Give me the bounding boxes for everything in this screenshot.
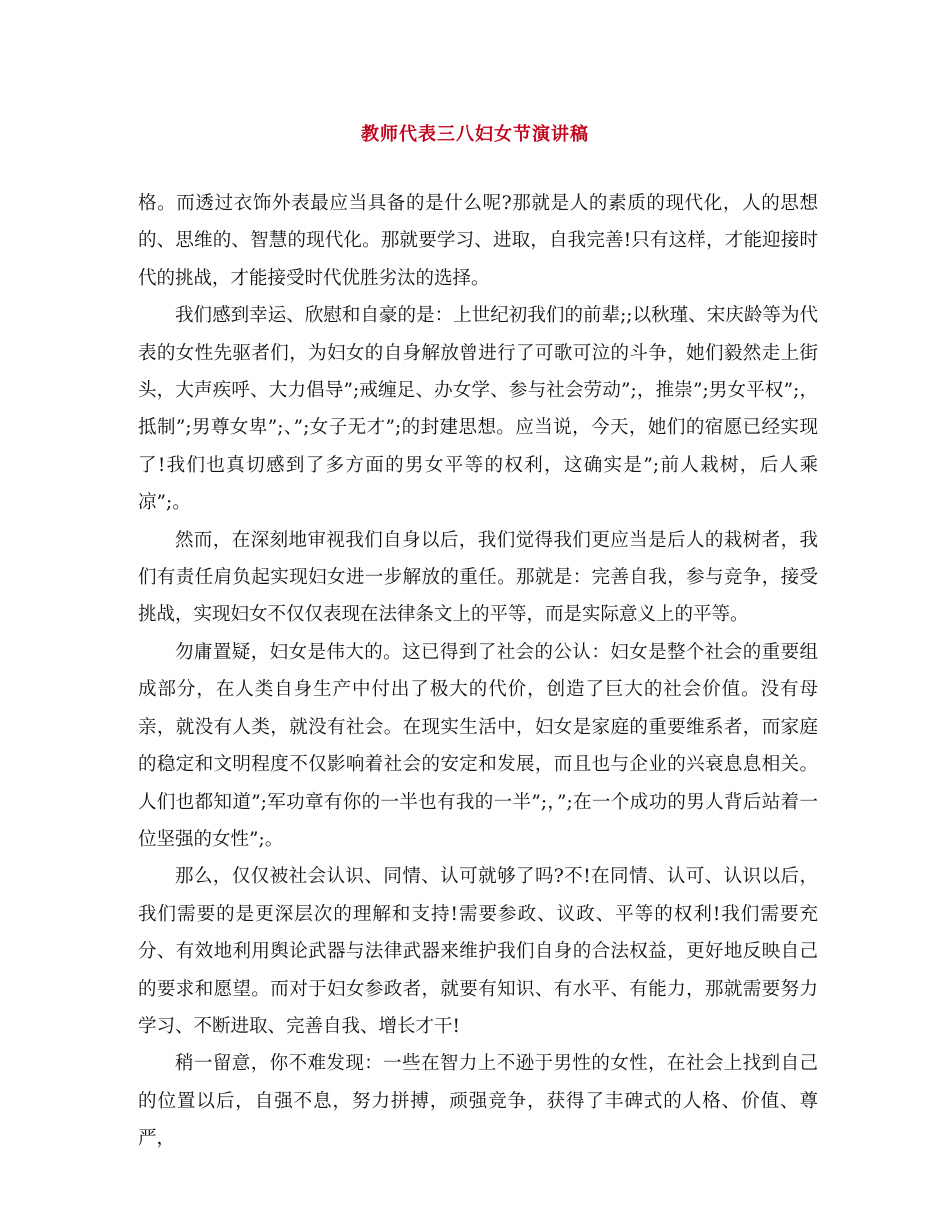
paragraph-self-improvement: 稍一留意，你不难发现：一些在智力上不逊于男性的女性，在社会上找到自己的位置以后，自强不息，努力拼搏，顽强竞争，获得了丰碑式的人格、价值、尊严， [138, 1053, 818, 1150]
document-title: 教师代表三八妇女节演讲稿 [361, 124, 589, 145]
paragraph-pioneers: 我们感到幸运、欣慰和自豪的是：上世纪初我们的前辈;;以秋瑾、宋庆龄等为代表的女性先驱者们，为妇女的自身解放曾进行了可歌可泣的斗争，她们毅然走上街头，大声疾呼、大力倡导”;戒缠足、办女学、参与社会劳动”;，推崇”;男女平权”;，抵制”;男尊女卑”;、”;女子无才”;的封建思想。应当说，今天，她们的宿愿已经实现了!我们也真切感到了多方面的男女平等的权利，这确实是”;前人栽树，后人乘凉”;。 [138, 305, 818, 514]
paragraph-women-greatness: 勿庸置疑，妇女是伟大的。这已得到了社会的公认：妇女是整个社会的重要组成部分，在人类自身生产中付出了极大的代价，创造了巨大的社会价值。没有母亲，就没有人类，就没有社会。在现实生活中，妇女是家庭的重要维系者，而家庭的稳定和文明程度不仅影响着社会的安定和发展，而且也与企业的兴衰息息相关。人们也都知道”;军功章有你的一半也有我的一半”;，”;在一个成功的男人背后站着一位坚强的女性”;。 [138, 641, 818, 850]
document-body [138, 185, 818, 1158]
paragraph-responsibility: 然而，在深刻地审视我们自身以后，我们觉得我们更应当是后人的栽树者，我们有责任肩负起实现妇女进一步解放的重任。那就是：完善自我，参与竞争，接受挑战，实现妇女不仅仅表现在法律条文上的平等，而是实际意义上的平等。 [138, 529, 818, 626]
paragraph-continuation: 格。而透过衣饰外表最应当具备的是什么呢?那就是人的素质的现代化，人的思想的、思维的、智慧的现代化。那就要学习、进取，自我完善!只有这样，才能迎接时代的挑战，才能接受时代优胜劣汰的选择。 [138, 193, 818, 289]
paragraph-understanding-support: 那么，仅仅被社会认识、同情、认可就够了吗?不!在同情、认可、认识以后，我们需要的是更深层次的理解和支持!需要参政、议政、平等的权利!我们需要充分、有效地利用舆论武器与法律武器来维护我们自身的合法权益，更好地反映自己的要求和愿望。而对于妇女参政者，就要有知识、有水平、有能力，那就需要努力学习、不断进取、完善自我、增长才干! [138, 866, 818, 1037]
